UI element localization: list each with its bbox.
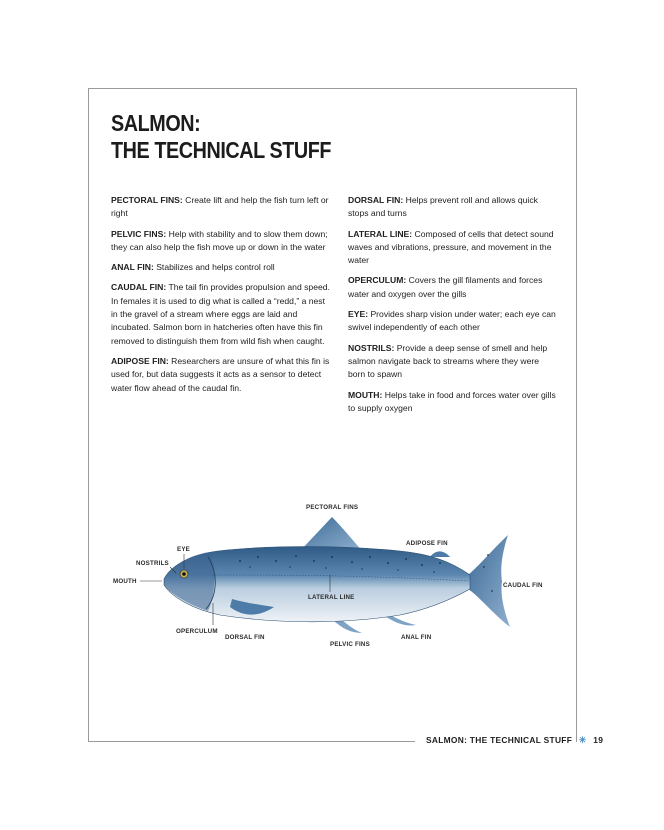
entry-mouth [348,389,558,416]
term-description: Composed of cells that detect sound waves and vibrations, pressure, and movement in the water [348,228,554,266]
salmon-anatomy-diagram [100,495,570,655]
right-column [348,194,558,422]
term-label: ADIPOSE FIN: [111,355,169,366]
label-mouth: MOUTH [113,578,137,585]
entry-caudal-fin [111,281,333,347]
entry-eye [348,308,558,335]
left-column [111,194,333,402]
entry-dorsal-fin [348,194,558,221]
term-label: NOSTRILS: [348,342,395,353]
term-label: PECTORAL FINS: [111,195,183,205]
dorsal-fin-shape [300,517,362,551]
entry-anal-fin [111,261,333,274]
caudal-fin-shape [468,535,510,627]
title-line-2: THE TECHNICAL STUFF [111,137,332,163]
term-description: Provide a deep sense of smell and help salmon navigate back to streams where they were born to spawn [348,342,548,380]
label-lateral-line: LATERAL LINE [308,594,355,601]
title-line-1: SALMON: [111,110,201,136]
entry-pectoral-fins [111,194,333,221]
label-dorsal-fin: DORSAL FIN [225,634,265,641]
term-description: Helps take in food and forces water over gills to supply oxygen [348,389,556,413]
term-label: DORSAL FIN: [348,195,404,205]
page-title [111,110,331,164]
term-label: PELVIC FINS: [111,228,167,239]
footer-title: SALMON: THE TECHNICAL STUFF [426,735,573,745]
entry-pelvic-fins [111,228,333,255]
head-shape [164,552,214,611]
term-description: Stabilizes and helps control roll [156,262,275,273]
eye-pupil [182,572,186,576]
label-pelvic-fins: PELVIC FINS [330,641,370,648]
term-description: The tail fin provides propulsion and speed. In females it is used to dig what is called a “redd,” a nest in the gravel of a stream where eggs are laid and incubated. Salmon born in hatcheries often have this fin removed to distinguish them from wild fish when caught. [111,282,330,346]
label-anal-fin: ANAL FIN [401,634,432,641]
term-label: OPERCULUM: [348,275,407,286]
term-description: Create lift and help the fish turn left or right [111,195,329,219]
term-description: Provides sharp vision under water; each eye can swivel independently of each other [348,309,556,333]
term-label: CAUDAL FIN: [111,282,167,293]
snowflake-icon: ✳ [578,735,587,745]
entry-lateral-line [348,228,558,268]
term-description: Covers the gill filaments and forces water and oxygen over the gills [348,275,543,299]
page-footer [426,735,603,746]
entry-nostrils [348,342,558,382]
term-description: Helps prevent roll and allows quick stops and turns [348,195,538,219]
frame-bottom-rule [88,741,415,742]
term-label: ANAL FIN: [111,262,154,273]
term-label: LATERAL LINE: [348,228,413,239]
term-description: Researchers are unsure of what this fin is used for, but data suggests it acts as a sensor to detect water flow ahead of the caudal fin. [111,355,330,393]
entry-adipose-fin [111,355,333,395]
page-number: 19 [593,735,604,745]
label-caudal-fin: CAUDAL FIN [503,582,543,589]
entry-operculum [348,274,558,301]
label-adipose-fin: ADIPOSE FIN [406,540,448,547]
term-label: MOUTH: [348,389,383,400]
label-operculum: OPERCULUM [176,628,218,635]
label-pectoral-fins: PECTORAL FINS [306,504,359,511]
term-label: EYE: [348,309,369,320]
term-description: Help with stability and to slow them down; they can also help the fish move up or down in the water [111,228,328,252]
adipose-fin-shape [430,551,450,557]
label-nostrils: NOSTRILS [136,560,169,567]
label-eye: EYE [177,546,190,553]
